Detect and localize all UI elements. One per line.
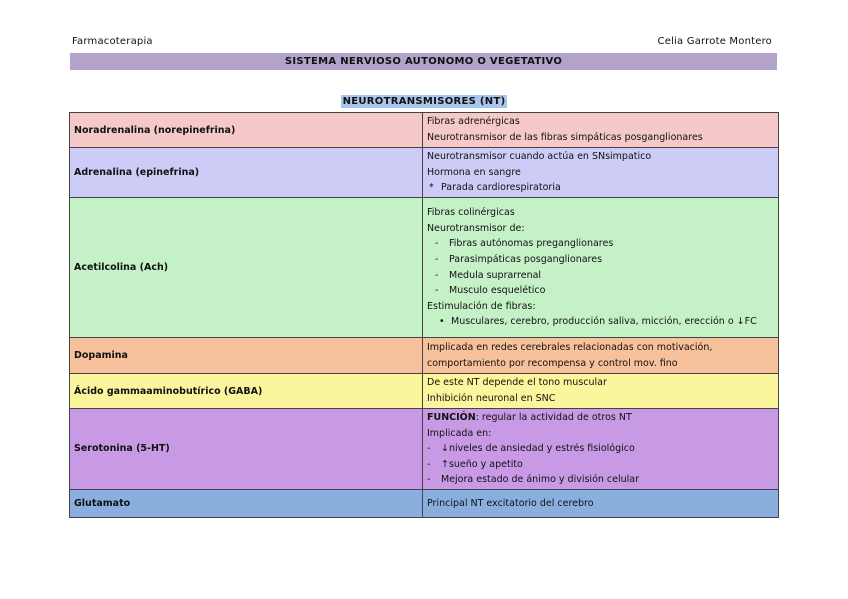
desc-line: De este NT depende el tono muscular [427,377,607,389]
desc-line: Fibras adrenérgicas [427,116,520,128]
table-row-glutamato [70,489,779,517]
desc-dash-item: - Mejora estado de ánimo y división celular [427,472,774,488]
desc-line: Neurotransmisor de las fibras simpáticas posganglionares [427,132,703,143]
table-row-dopamina [70,338,779,374]
subtitle-text: NEUROTRANSMISORES (NT) [342,96,506,107]
section-subtitle [0,89,848,108]
desc-line: Implicada en redes cerebrales relacionadas con motivación, [427,341,713,353]
desc-line: Principal NT excitatorio del cerebro [427,497,594,509]
nt-description [423,148,779,198]
desc-dash-item: - ↓niveles de ansiedad y estrés fisiológico [427,441,774,457]
desc-dash-item: - Musculo esquelético [427,283,774,299]
header-subject: Farmacoterapia [72,36,153,47]
nt-name: Ácido gammaaminobutírico (GABA) [70,374,423,409]
table-row-gaba [70,374,779,409]
nt-description [423,338,779,374]
desc-line: comportamiento por recompensa y control mov. fino [427,357,678,369]
desc-dash-item: - Parasimpáticas posganglionares [427,252,774,268]
desc-line: Neurotransmisor cuando actúa en SNsimpatico [427,151,652,163]
desc-star-item: * Parada cardiorespiratoria [427,180,774,196]
desc-line: Neurotransmisor de: [427,222,525,234]
desc-dash-item: - Medula suprarrenal [427,268,774,284]
desc-dash-item: - ↑sueño y apetito [427,457,774,473]
desc-bullet-item: • Musculares, cerebro, producción saliva, micción, erección o ↓FC [427,314,774,330]
nt-name: Noradrenalina (norepinefrina) [70,113,423,148]
desc-line: Inhibición neuronal en SNC [427,393,556,404]
desc-line: Estimulación de fibras: [427,300,536,312]
nt-name: Glutamato [70,489,423,517]
nt-name: Serotonina (5-HT) [70,409,423,490]
neurotransmitters-table [69,112,779,518]
desc-line: Fibras colinérgicas [427,207,515,219]
table-row-serotonina [70,409,779,490]
nt-name: Adrenalina (epinefrina) [70,148,423,198]
desc-line: Implicada en: [427,427,492,439]
function-text: : regular la actividad de otros NT [475,412,632,423]
nt-description [423,113,779,148]
table-row-noradrenalina [70,113,779,148]
table-row-adrenalina [70,148,779,198]
nt-name: Dopamina [70,338,423,374]
function-label: FUNCIÓN [427,412,476,423]
nt-description [423,198,779,338]
desc-line: Hormona en sangre [427,166,521,178]
table-row-acetilcolina [70,198,779,338]
header-author: Celia Garrote Montero [657,36,772,47]
section-banner: SISTEMA NERVIOSO AUTONOMO O VEGETATIVO [70,53,777,70]
nt-description [423,374,779,409]
nt-description [423,409,779,490]
desc-dash-item: - Fibras autónomas preganglionares [427,236,774,252]
nt-name: Acetilcolina (Ach) [70,198,423,338]
nt-description [423,489,779,517]
desc-line [427,410,774,426]
